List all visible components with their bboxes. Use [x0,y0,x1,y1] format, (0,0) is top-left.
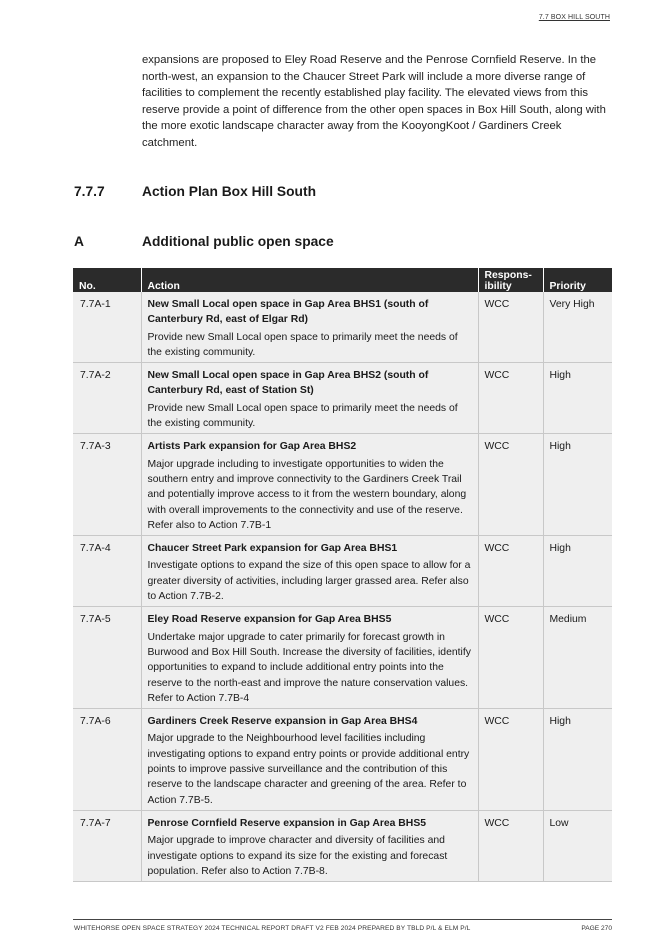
action-number: 7.7A-4 [73,536,141,607]
intro-paragraph: expansions are proposed to Eley Road Reserve and the Penrose Cornfield Reserve. In the north-west, an expansion to the Chaucer Street Park will include a more diverse range of facilities to complement the recently established play facility. The elevated views from this reserve provide a point of difference from the other open spaces in Box Hill South, along with the more exotic landscape character away from the KooyongKoot / Gardiners Creek catchment. [142,54,606,149]
action-cell [141,292,478,363]
action-cell [141,536,478,607]
responsibility-cell: WCC [478,536,543,607]
table-row [73,810,612,881]
subsection-title: Additional public open space [142,234,334,249]
table-header-row [73,268,612,292]
action-title: Penrose Cornfield Reserve expansion in Gap Area BHS5 [147,817,427,829]
priority-cell: Low [543,810,612,881]
priority-cell: Very High [543,292,612,363]
action-title: New Small Local open space in Gap Area BHS2 (south of Canterbury Rd, east of Station St) [147,370,429,397]
footer-document-info: WHITEHORSE OPEN SPACE STRATEGY 2024 TECHNICAL REPORT DRAFT V2 FEB 2024 PREPARED BY TBLD P/L & ELM P/L [74,925,471,932]
responsibility-cell: WCC [478,709,543,811]
table-row [73,709,612,811]
action-number: 7.7A-2 [73,363,141,434]
subsection-letter: A [74,234,84,249]
section-title: Action Plan Box Hill South [142,184,316,199]
action-description: Major upgrade to improve character and diversity of facilities and investigate options to expand its size for the existing and forecast population. Refer also to Action 7.7B-8. [147,835,448,877]
action-cell [141,363,478,434]
priority-cell: High [543,536,612,607]
action-description: Major upgrade to the Neighbourhood level facilities including investigating options to expand entry points or provide additional entry points to improve passive surveillance and the contribution of this reserve to the landscape character and greening of the area. Refer to Action 7.7B-5. [147,733,470,806]
action-description: Major upgrade including to investigate opportunities to widen the southern entry and improve connectivity to the Gardiners Creek Trail and potentially improve access to it from the western boundary, along with overall improvements to the connectivity and use of the reserve. Refer also to Action 7.7B-1 [147,458,467,531]
column-header-responsibility: Respons-ibility [478,268,543,292]
action-number: 7.7A-1 [73,292,141,363]
action-table [73,268,612,882]
table-row [73,434,612,536]
action-description: Provide new Small Local open space to primarily meet the needs of the existing community. [147,402,458,430]
action-title: Gardiners Creek Reserve expansion in Gap Area BHS4 [147,716,418,728]
action-number: 7.7A-6 [73,709,141,811]
action-description: Provide new Small Local open space to primarily meet the needs of the existing community. [147,331,458,358]
priority-cell: High [543,434,612,536]
action-title: Chaucer Street Park expansion for Gap Area BHS1 [147,543,398,555]
action-number: 7.7A-3 [73,434,141,536]
column-header-priority: Priority [543,268,612,292]
action-cell [141,810,478,881]
footer-divider [73,919,612,920]
responsibility-cell: WCC [478,363,543,434]
action-title: Artists Park expansion for Gap Area BHS2 [147,441,357,453]
priority-cell: Medium [543,607,612,709]
responsibility-cell: WCC [478,607,543,709]
column-header-action: Action [141,268,478,292]
priority-cell: High [543,363,612,434]
section-number: 7.7.7 [74,184,105,199]
subsection-heading [74,234,334,249]
action-title: Eley Road Reserve expansion for Gap Area BHS5 [147,614,392,626]
responsibility-cell: WCC [478,810,543,881]
responsibility-cell: WCC [478,434,543,536]
page-number: PAGE 270 [581,925,612,932]
section-heading [74,184,316,199]
action-description: Investigate options to expand the size of this open space to allow for a greater diversity of activities, including larger grassed area. Refer also to Action 7.7B-2. [147,560,471,603]
action-number: 7.7A-5 [73,607,141,709]
table-row [73,536,612,607]
table-row [73,607,612,709]
table-row [73,363,612,434]
column-header-no: No. [73,268,141,292]
running-header: 7.7 BOX HILL SOUTH [538,14,610,21]
action-cell [141,709,478,811]
action-cell [141,607,478,709]
action-title: New Small Local open space in Gap Area BHS1 (south of Canterbury Rd, east of Elgar Rd) [147,299,429,326]
priority-cell: High [543,709,612,811]
action-cell [141,434,478,536]
action-description: Undertake major upgrade to cater primarily for forecast growth in Burwood and Box Hill South. Increase the diversity of facilities, identify opportunities to expand to include additional entry points into the reserve to the north-east and improve the nature conservation values. Refer to Action 7.7B-4 [147,631,471,704]
table-row [73,292,612,363]
responsibility-cell: WCC [478,292,543,363]
action-number: 7.7A-7 [73,810,141,881]
